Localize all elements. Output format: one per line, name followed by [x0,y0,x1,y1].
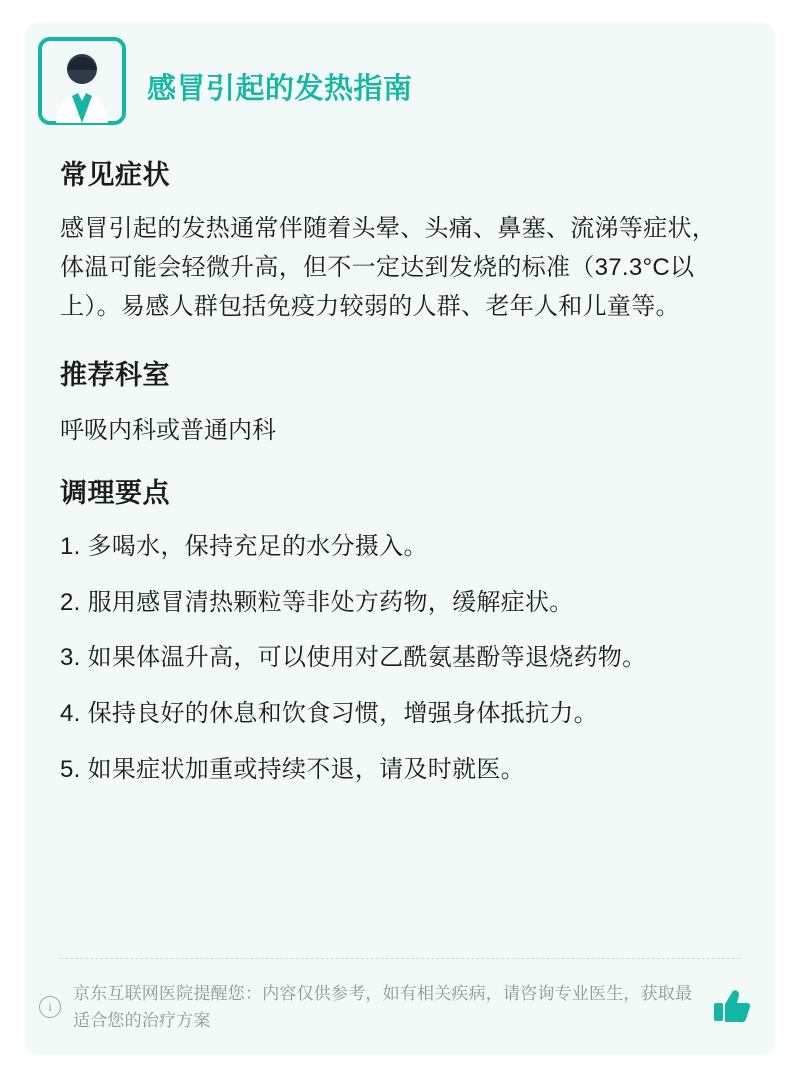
disclaimer-text: 京东互联网医院提醒您：内容仅供参考，如有相关疾病，请咨询专业医生，获取最适合您的治疗方案 [73,983,693,1030]
doctor-avatar-icon [38,37,126,125]
section-heading-department: 推荐科室 [60,359,170,390]
section-heading-tips: 调理要点 [60,477,170,508]
list-item: 5. 如果症状加重或持续不退，请及时就医。 [60,756,525,784]
footer-disclaimer-bar [25,959,775,1055]
list-item: 3. 如果体温升高，可以使用对乙酰氨基酚等退烧药物。 [60,644,647,672]
list-item: 2. 服用感冒清热颗粒等非处方药物，缓解症状。 [60,588,574,616]
list-item: 1. 多喝水，保持充足的水分摄入。 [60,532,428,560]
section-heading-symptoms: 常见症状 [60,160,170,190]
page-title: 感冒引起的发热指南 [147,73,413,105]
guide-card [25,22,775,1055]
section-text-symptoms: 感冒引起的发热通常伴随着头晕、头痛、鼻塞、流涕等症状，体温可能会轻微升高，但不一定达到发烧的标准（37.3°C以上）。易感人群包括免疫力较弱的人群、老年人和儿童等。 [60,215,717,320]
section-text-department: 呼吸内科或普通内科 [60,416,276,444]
thumbs-up-icon[interactable] [711,986,753,1028]
info-icon: i [39,996,61,1018]
list-item: 4. 保持良好的休息和饮食习惯，增强身体抵抗力。 [60,700,598,728]
card-header [25,22,775,127]
card-content [25,153,775,790]
